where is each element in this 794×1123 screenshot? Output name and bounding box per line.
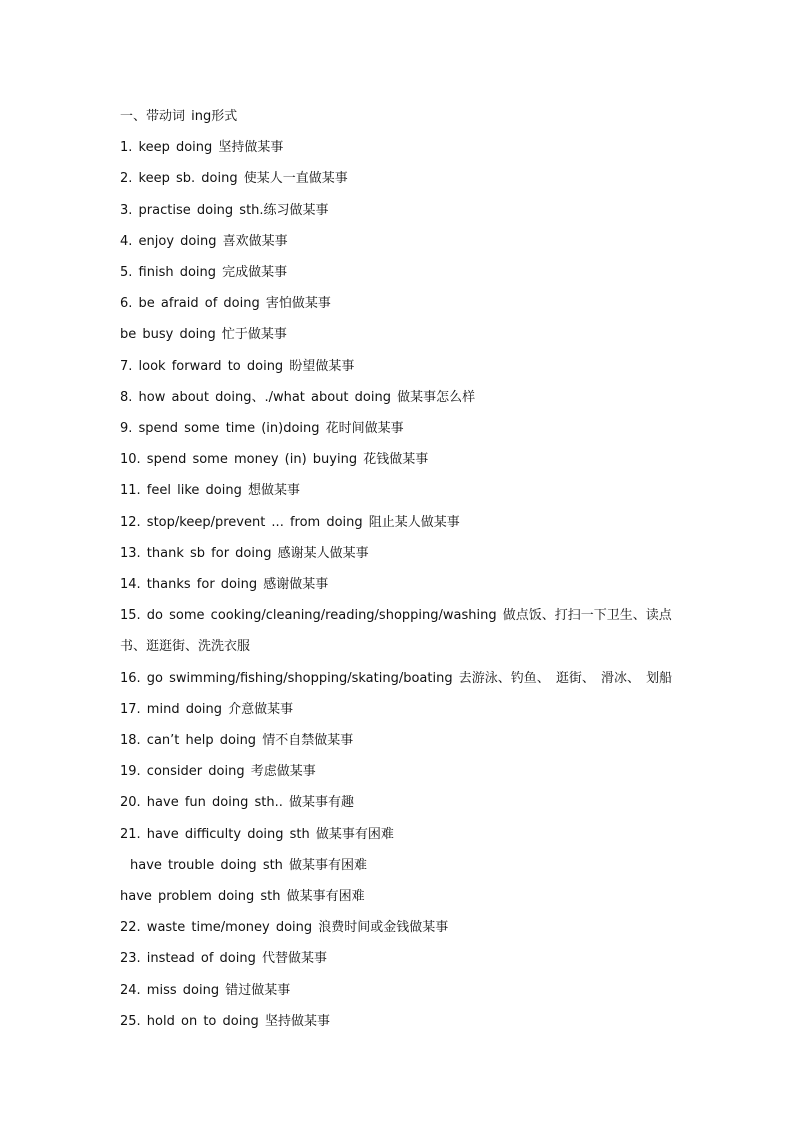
list-item: 6. be afraid of doing 害怕做某事 — [120, 296, 331, 312]
document-body — [120, 101, 720, 1037]
list-item: 8. how about doing、./what about doing 做某事怎么样 — [120, 389, 476, 405]
list-item: 5. finish doing 完成做某事 — [120, 265, 288, 281]
list-item: 15. do some cooking/cleaning/reading/shopping/washing 做点饭、打扫一下卫生、读点书、逛逛街、洗洗衣服 — [120, 608, 672, 655]
list-item: 25. hold on to doing 坚持做某事 — [120, 1013, 330, 1029]
list-item: 10. spend some money (in) buying 花钱做某事 — [120, 452, 429, 468]
list-item: 19. consider doing 考虑做某事 — [120, 764, 316, 780]
list-item: have problem doing sth 做某事有困难 — [120, 889, 365, 905]
list-item: have trouble doing sth 做某事有困难 — [130, 857, 368, 873]
list-item: 12. stop/keep/prevent ... from doing 阻止某人做某事 — [120, 514, 460, 530]
list-item: 23. instead of doing 代替做某事 — [120, 951, 327, 967]
list-item: 11. feel like doing 想做某事 — [120, 483, 300, 499]
list-item: 14. thanks for doing 感谢做某事 — [120, 577, 329, 593]
list-item: 21. have difficulty doing sth 做某事有困难 — [120, 826, 394, 842]
list-item: 17. mind doing 介意做某事 — [120, 701, 294, 717]
list-item: 4. enjoy doing 喜欢做某事 — [120, 233, 288, 249]
list-item: be busy doing 忙于做某事 — [120, 327, 287, 343]
list-item: 24. miss doing 错过做某事 — [120, 982, 291, 998]
list-item: 16. go swimming/fishing/shopping/skating/boating 去游泳、钓鱼、 逛街、 滑冰、 划船 — [120, 670, 673, 686]
list-item: 22. waste time/money doing 浪费时间或金钱做某事 — [120, 920, 449, 936]
list-item: 9. spend some time (in)doing 花时间做某事 — [120, 421, 404, 437]
list-item: 1. keep doing 坚持做某事 — [120, 140, 284, 156]
list-item: 18. can’t help doing 情不自禁做某事 — [120, 733, 354, 749]
list-item: 20. have fun doing sth.. 做某事有趣 — [120, 795, 354, 811]
section-heading: 一、带动词 ing形式 — [120, 109, 238, 124]
list-item: 13. thank sb for doing 感谢某人做某事 — [120, 545, 369, 561]
list-item: 3. practise doing sth.练习做某事 — [120, 202, 329, 218]
list-item: 2. keep sb. doing 使某人一直做某事 — [120, 171, 348, 187]
list-item: 7. look forward to doing 盼望做某事 — [120, 358, 355, 374]
